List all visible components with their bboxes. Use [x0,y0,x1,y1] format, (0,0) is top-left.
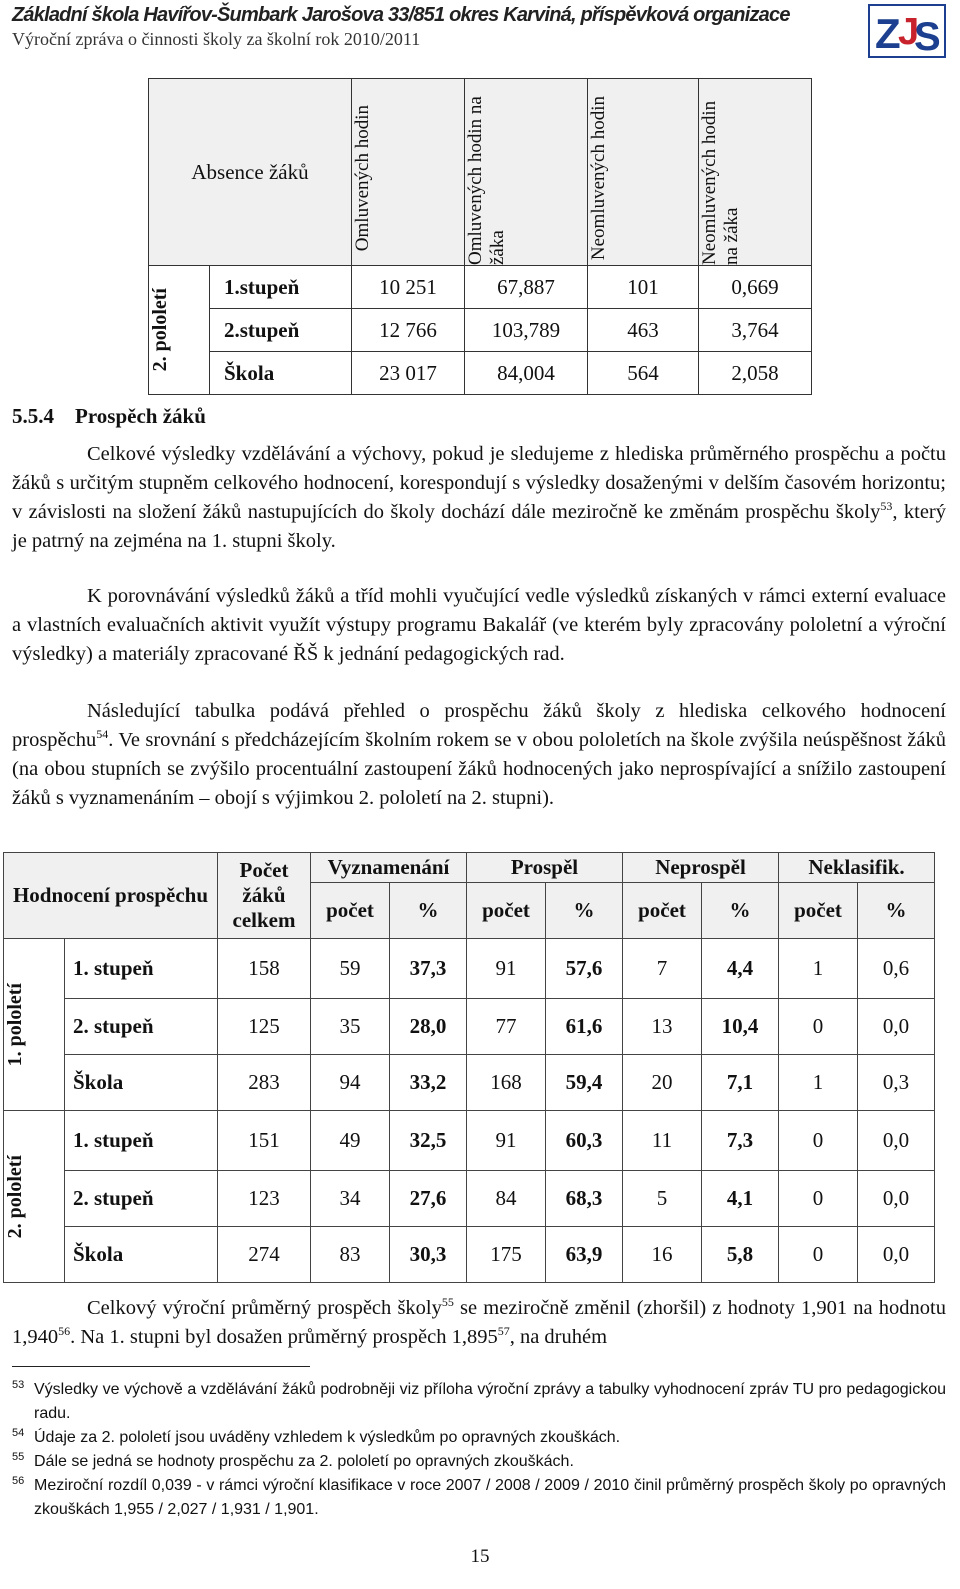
footnote-ref: 54 [96,727,109,742]
cell: 84,004 [465,352,588,395]
row-label: 2.stupeň [210,309,352,352]
row-label: 1. stupeň [65,939,218,999]
table-row [149,309,812,352]
cell: 28,0 [390,999,467,1055]
cell: 12 766 [352,309,465,352]
table-row [4,1171,935,1227]
svg-text:J: J [898,11,920,53]
cell: 3,764 [699,309,812,352]
row-label: Škola [65,1055,218,1111]
header-count: Počet žáků celkem [218,853,311,939]
sub-header: % [390,883,467,939]
footnote-ref: 53 [880,499,893,514]
group-header: Neprospěl [623,853,779,883]
footnote: 55 Dále se jedná se hodnoty prospěchu za 2. pololetí po opravných zkouškách. [12,1451,574,1470]
cell: 283 [218,1055,311,1111]
table-row [4,999,935,1055]
table-row [4,1055,935,1111]
results-table [3,852,935,1283]
page-header [12,4,790,50]
cell: 20 [623,1055,702,1111]
svg-text:Z: Z [875,10,901,57]
group-header: Prospěl [467,853,623,883]
row-label: Škola [65,1227,218,1283]
cell: 125 [218,999,311,1055]
table-row [4,1227,935,1283]
header-eval: Hodnocení prospěchu [4,853,218,939]
cell: 168 [467,1055,546,1111]
cell: 4,1 [702,1171,779,1227]
footnote-ref: 55 [441,1295,454,1310]
cell: 7,3 [702,1111,779,1171]
cell: 16 [623,1227,702,1283]
footnote-ref: 56 [58,1324,71,1339]
group-header: Vyznamenání [311,853,467,883]
cell: 32,5 [390,1111,467,1171]
row-label: 2. stupeň [65,999,218,1055]
cell: 57,6 [546,939,623,999]
cell: 49 [311,1111,390,1171]
cell: 34 [311,1171,390,1227]
cell: 11 [623,1111,702,1171]
cell: 7 [623,939,702,999]
cell: 13 [623,999,702,1055]
cell: 60,3 [546,1111,623,1171]
cell: 91 [467,1111,546,1171]
cell: 4,4 [702,939,779,999]
cell: 2,058 [699,352,812,395]
cell: 0 [779,999,858,1055]
footnotes [12,1378,946,1522]
cell: 37,3 [390,939,467,999]
cell: 10,4 [702,999,779,1055]
school-logo [868,4,946,58]
sub-header: % [546,883,623,939]
section-heading: 5.5.4 Prospěch žáků [12,404,206,428]
sub-header: % [858,883,935,939]
cell: 5,8 [702,1227,779,1283]
cell: 67,887 [465,266,588,309]
table-row [149,352,812,395]
footnote-ref: 57 [497,1324,510,1339]
cell: 77 [467,999,546,1055]
cell: 0 [779,1227,858,1283]
col-header: Neomluvených hodin na žáka [699,79,812,266]
absence-table [148,78,812,395]
cell: 59,4 [546,1055,623,1111]
cell: 23 017 [352,352,465,395]
paragraph: Celkové výsledky vzdělávání a výchovy, pokud je sledujeme z hlediska průměrného prospěchu a počtu žáků s určitým stupněm celkového hodnocení, korespondují s výsledky dosaženými v delším časovém horizontu; v závislosti na složení žáků nastupujících do školy dochází dále meziročně ke změnám prospěchu školy$^{53}$, který je patrný na zejména na 1. stupni školy. [12,443,946,552]
cell: 68,3 [546,1171,623,1227]
period-label: 2. pololetí [4,1111,65,1283]
row-label: 2. stupeň [65,1171,218,1227]
cell: 94 [311,1055,390,1111]
cell: 10 251 [352,266,465,309]
cell: 0,0 [858,1171,935,1227]
footnote: 53 Výsledky ve výchově a vzdělávání žáků podrobněji viz příloha výroční zprávy a tabulky vyhodnocení zpráv TU pro pedagogickou radu. [12,1379,946,1422]
cell: 33,2 [390,1055,467,1111]
cell: 0 [779,1171,858,1227]
row-label: 1. stupeň [65,1111,218,1171]
cell: 1 [779,939,858,999]
row-label: Škola [210,352,352,395]
paragraph: K porovnávání výsledků žáků a tříd mohli vyučující vedle výsledků získaných v rámci externí evaluace a vlastních evaluačních aktivit využít výstupy programu Bakalář (ve kterém byly zpracovány pololetní a výroční výsledky) a materiály zpracované ŘŠ k jednání pedagogických rad. [12,585,946,665]
paragraph: Celkový výroční průměrný prospěch školy$^{55}$ se meziročně změnil (zhoršil) z hodnoty 1,901 na hodnotu 1,940$^{56}$. Na 1. stupni byl dosažen průměrný prospěch 1,895$^{57}$, na druhém [12,1295,946,1348]
table-row [149,266,812,309]
cell: 274 [218,1227,311,1283]
cell: 0 [779,1111,858,1171]
sub-header: počet [311,883,390,939]
col-header: Neomluvených hodin [588,79,699,266]
cell: 1 [779,1055,858,1111]
footnote: 56 Meziroční rozdíl 0,039 - v rámci výroční klasifikace v roce 2007 / 2008 / 2009 / 2010 činil průměrný prospěch školy po opravných zkouškách 1,955 / 2,027 / 1,931 / 1,901. [12,1475,946,1518]
col-header: Omluvených hodin na žáka [465,79,588,266]
row-label: 1.stupeň [210,266,352,309]
cell: 0,669 [699,266,812,309]
cell: 84 [467,1171,546,1227]
cell: 63,9 [546,1227,623,1283]
page-number: 15 [470,1546,490,1567]
table-row [4,1111,935,1171]
sub-header: % [702,883,779,939]
cell: 158 [218,939,311,999]
cell: 123 [218,1171,311,1227]
cell: 35 [311,999,390,1055]
sub-header: počet [467,883,546,939]
cell: 83 [311,1227,390,1283]
report-subtitle: Výroční zpráva o činnosti školy za školní rok 2010/2011 [12,29,421,49]
cell: 103,789 [465,309,588,352]
svg-text:S: S [914,15,941,58]
footnote-divider [12,1366,310,1367]
period-label: 2. pololetí [149,266,210,395]
cell: 61,6 [546,999,623,1055]
cell: 7,1 [702,1055,779,1111]
sub-header: počet [623,883,702,939]
school-name: Základní škola Havířov-Šumbark Jarošova 33/851 okres Karviná, příspěvková organizace [12,4,790,26]
cell: 0,3 [858,1055,935,1111]
absence-table-title: Absence žáků [149,79,352,266]
cell: 101 [588,266,699,309]
cell: 27,6 [390,1171,467,1227]
sub-header: počet [779,883,858,939]
table-row [4,939,935,999]
period-label: 1. pololetí [4,939,65,1111]
cell: 0,0 [858,999,935,1055]
cell: 59 [311,939,390,999]
paragraph: Následující tabulka podává přehled o prospěchu žáků školy z hlediska celkového hodnocení prospěchu$^{54}$. Ve srovnání s předcházejícím školním rokem se v obou pololetích na škole zvýšila neúspěšnost žáků (na obou stupních se zvýšilo procentuální zastoupení žáků hodnocených jako neprospívající a snížilo zastoupení žáků s vyznamenáním – obojí s výjimkou 2. pololetí na 2. stupni). [12,700,946,809]
cell: 0,0 [858,1111,935,1171]
cell: 175 [467,1227,546,1283]
footnote: 54 Údaje za 2. pololetí jsou uváděny vzhledem k výsledkům po opravných zkouškách. [12,1427,621,1446]
cell: 30,3 [390,1227,467,1283]
cell: 0,6 [858,939,935,999]
cell: 91 [467,939,546,999]
group-header: Neklasifik. [779,853,935,883]
cell: 463 [588,309,699,352]
cell: 564 [588,352,699,395]
cell: 151 [218,1111,311,1171]
cell: 0,0 [858,1227,935,1283]
cell: 5 [623,1171,702,1227]
col-header: Omluvených hodin [352,79,465,266]
